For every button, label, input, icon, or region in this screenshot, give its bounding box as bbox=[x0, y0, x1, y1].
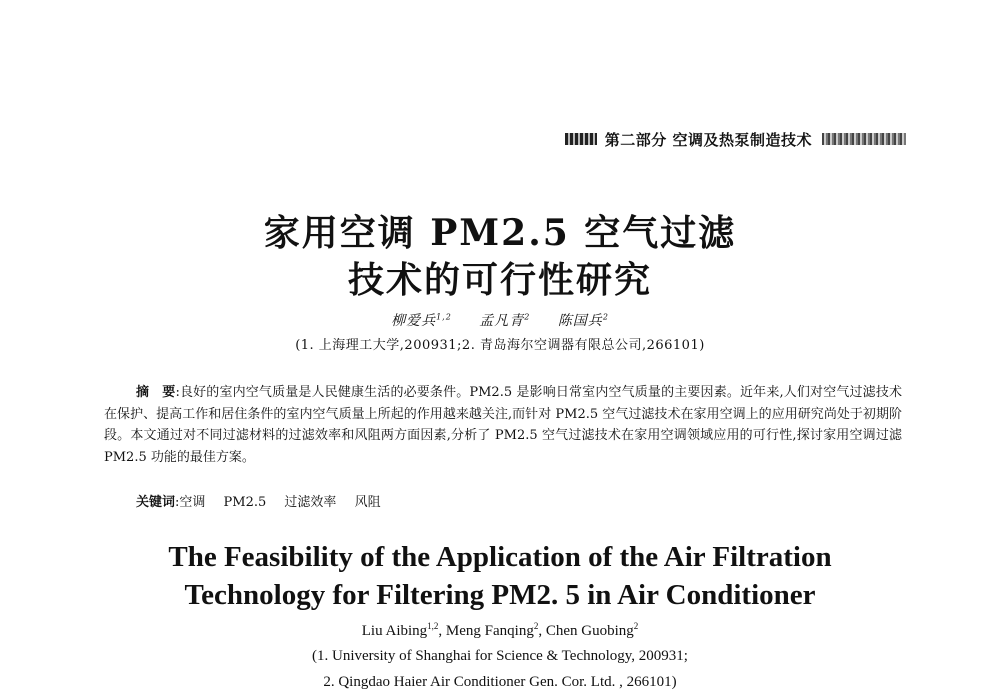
author-en: Chen Guobing bbox=[545, 623, 634, 639]
authors-en bbox=[0, 621, 1000, 640]
affiliation-en-line2: 2. Qingdao Haier Air Conditioner Gen. Cor. Ltd. , 266101) bbox=[323, 674, 677, 690]
author-cn: 孟凡青 bbox=[479, 313, 525, 329]
header-decoration-right bbox=[822, 133, 906, 145]
abstract-label: 摘 要 bbox=[136, 385, 176, 400]
keyword: 风阻 bbox=[354, 495, 381, 510]
header-decoration-left bbox=[565, 133, 597, 145]
author-cn-affil: 2 bbox=[524, 312, 531, 322]
author-cn-affil: 1,2 bbox=[436, 312, 452, 322]
title-en-line1: The Feasibility of the Application of the Air Filtration bbox=[168, 541, 832, 573]
affiliation-en-line1: (1. University of Shanghai for Science & Technology, 200931; bbox=[312, 648, 688, 664]
author-en: Liu Aibing bbox=[361, 623, 428, 639]
authors-cn bbox=[0, 310, 1000, 330]
author-en-affil: 2 bbox=[633, 621, 639, 631]
title-cn-line2: 技术的可行性研究 bbox=[347, 259, 652, 301]
keywords-label: 关键词 bbox=[136, 495, 176, 510]
keyword: 过滤效率 bbox=[284, 495, 337, 510]
author-cn: 陈国兵 bbox=[557, 313, 603, 329]
keyword: :空调 bbox=[175, 495, 206, 510]
author-en: Meng Fanqing bbox=[445, 623, 534, 639]
author-cn-affil: 2 bbox=[602, 312, 609, 322]
keyword: PM2.5 bbox=[223, 495, 267, 510]
author-separator: , bbox=[538, 623, 546, 639]
section-header bbox=[535, 128, 906, 150]
keywords bbox=[136, 491, 395, 510]
title-en-line2: Technology for Filtering PM2. 5 in Air Conditioner bbox=[184, 579, 816, 611]
title-cn-line1: 家用空调 PM2.5 空气过滤 bbox=[263, 212, 737, 254]
author-separator: , bbox=[438, 623, 446, 639]
abstract bbox=[104, 382, 902, 468]
author-cn: 柳爱兵 bbox=[391, 313, 437, 329]
author-en-affil: 2 bbox=[533, 621, 539, 631]
author-en-affil: 1,2 bbox=[427, 621, 439, 631]
affiliation-cn: (1. 上海理工大学,200931;2. 青岛海尔空调器有限总公司,266101) bbox=[295, 338, 705, 353]
section-title: 第二部分 空调及热泵制造技术 bbox=[604, 130, 812, 149]
abstract-text: :良好的室内空气质量是人民健康生活的必要条件。PM2.5 是影响日常室内空气质量的主要因素。近年来,人们对空气过滤技术在保护、提高工作和居住条件的室内空气质量上所起的作用越来越关注,而针对 PM2.5 空气过滤技术在家用空调上的应用研究尚处于初期阶段。本文通过对不同过滤材料的过滤效率和风阻两方面因素,分析了 PM2.5 空气过滤技术在家用空调领域应用的可行性,探讨家用空调过滤 PM2.5 功能的最佳方案。 bbox=[104, 385, 902, 465]
